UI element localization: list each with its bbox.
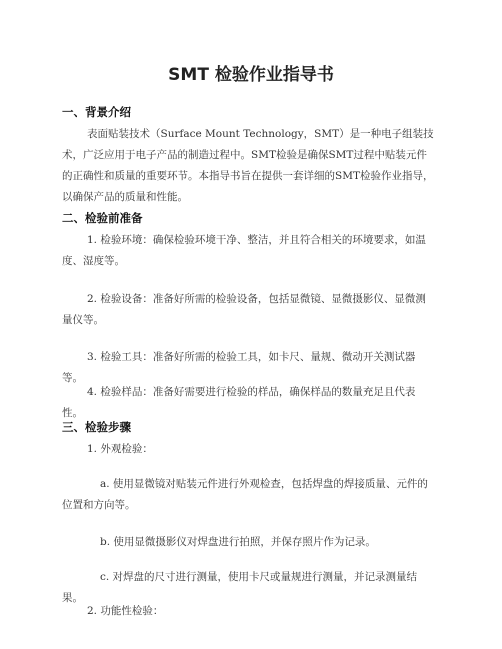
step-sub-c: c. 对焊盘的尺寸进行测量，使用卡尺或量规进行测量，并记录测量结果。 [62, 571, 418, 604]
prep-item-4: 4. 检验样品：准备好需要进行检验的样品，确保样品的数量充足且代表性。 [62, 386, 416, 419]
document-title: SMT 检验作业指导书 [168, 65, 334, 85]
step-item-2: 2. 功能性检验： [87, 605, 164, 617]
prep-item-3: 3. 检验工具：准备好所需的检验工具，如卡尺、量规、微动开关测试器等。 [62, 351, 416, 384]
step-sub-b: b. 使用显微摄影仪对焊盘进行拍照，并保存照片作为记录。 [100, 536, 376, 548]
prep-item-1: 1. 检验环境：确保检验环境干净、整洁，并且符合相关的环境要求，如温度、湿度等。 [62, 234, 426, 267]
section-heading-preparation: 二、检验前准备 [62, 211, 143, 225]
step-sub-a: a. 使用显微镜对贴装元件进行外观检查，包括焊盘的焊接质量、元件的位置和方向等。 [62, 478, 428, 511]
prep-item-2: 2. 检验设备：准备好所需的检验设备，包括显微镜、显微摄影仪、显微测量仪等。 [62, 293, 426, 326]
background-paragraph: 表面贴装技术（Surface Mount Technology，SMT）是一种电子组装技术，广泛应用于电子产品的制造过程中。SMT检验是确保SMT过程中贴装元件的正确性和质量的重要环节。本指导书旨在提供一套详细的SMT检验作业指导，以确保产品的质量和性能。 [62, 128, 434, 203]
section-heading-steps: 三、检验步骤 [62, 420, 131, 434]
section-heading-background: 一、背景介绍 [62, 105, 131, 119]
step-item-1: 1. 外观检验： [87, 443, 153, 455]
